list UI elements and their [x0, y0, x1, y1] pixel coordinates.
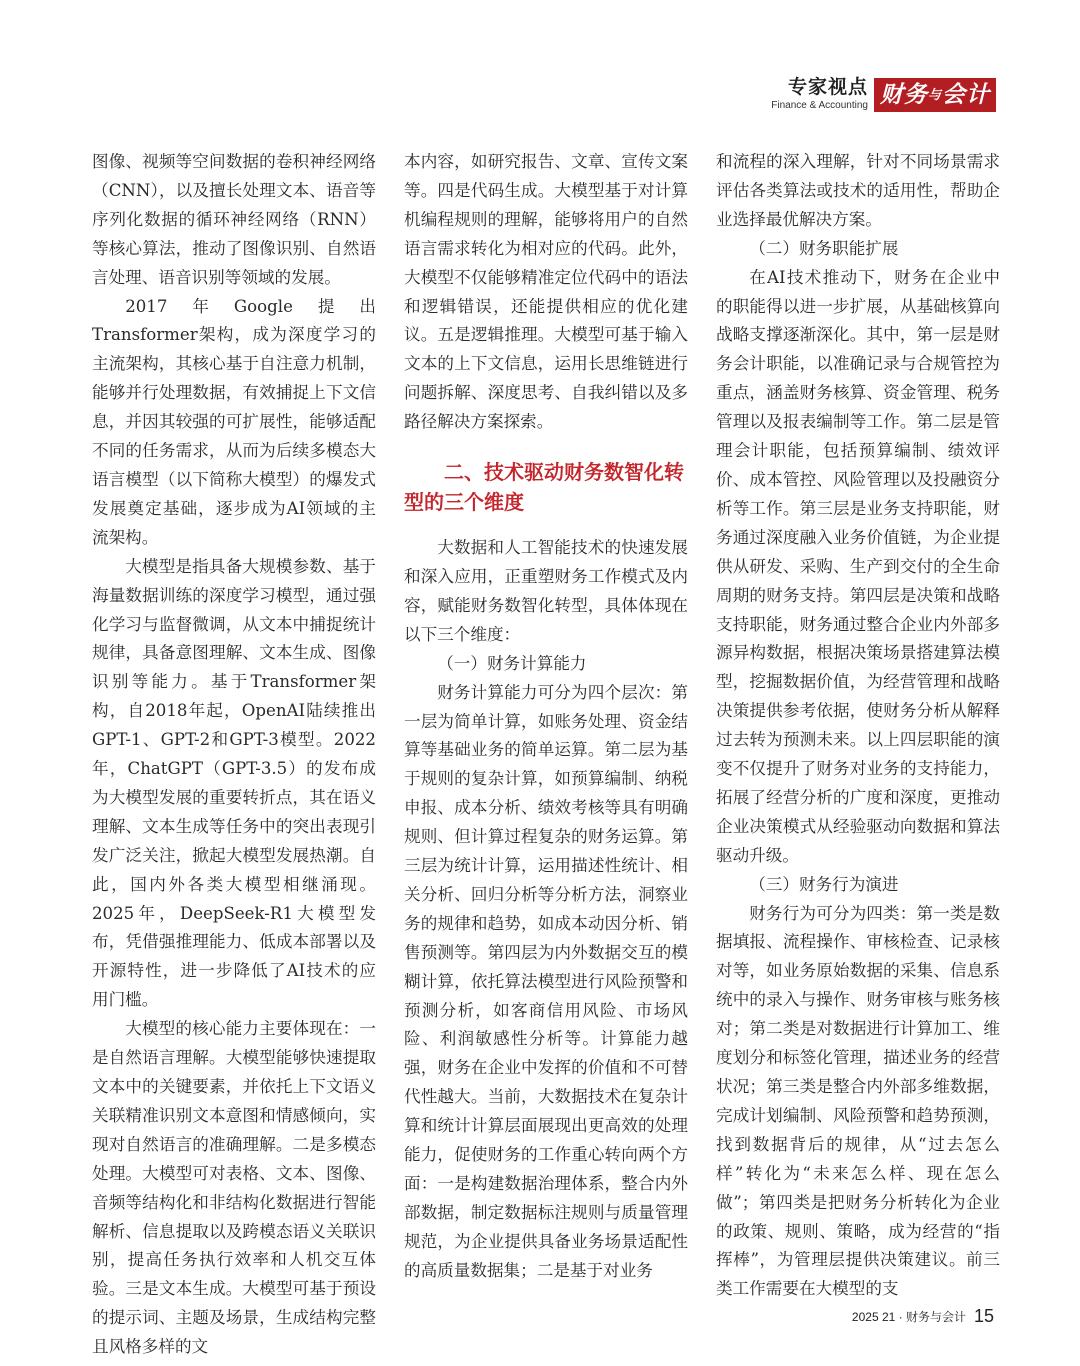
header-text: [771, 76, 868, 112]
paragraph: 在AI技术推动下，财务在企业中的职能得以进一步扩展，从基础核算向战略支撑逐渐深化。其中，第一层是财务会计职能，以准确记录与合规管控为重点，涵盖财务核算、资金管理、税务管理以及报表编制等工作。第二层是管理会计职能，包括预算编制、绩效评价、成本管控、风险管理以及投融资分析等工作。第三层是业务支持职能，财务通过深度融入业务价值链，为企业提供从研发、采购、生产到交付的全生命周期的财务支持。第四层是决策和战略支持职能，财务通过整合企业内外部多源异构数据，根据决策场景搭建算法模型，挖掘数据价值，为经营管理和战略决策提供参考依据，使财务分析从解释过去转为预测未来。以上四层职能的演变不仅提升了财务对业务的支持能力，拓展了经营分析的广度和深度，更推动企业决策模式从经验驱动向数据和算法驱动升级。: [716, 267, 1000, 865]
page-number: 15: [973, 1306, 994, 1326]
subsection-heading: （二）财务职能扩展: [749, 238, 899, 258]
paragraph: 财务计算能力可分为四个层次：第一层为简单计算，如账务处理、资金结算等基础业务的简单运算。第二层为基于规则的复杂计算，如预算编制、纳税申报、成本分析、绩效考核等具有明确规则、但计算过程复杂的财务运算。第三层为统计计算，运用描述性统计、相关分析、回归分析等分析方法，洞察业务的规律和趋势，如成本动因分析、销售预测等。第四层为内外数据交互的模糊计算，依托算法模型进行风险预警和预测分析，如客商信用风险、市场风险、利润敏感性分析等。计算能力越强，财务在企业中发挥的价值和不可替代性越大。当前，大数据技术在复杂计算和统计计算层面展现出更高效的处理能力，促使财务的工作重心转向两个方面：一是构建数据治理体系，整合内外部数据，制定数据标注规则与质量管理规范，为企业提供具备业务场景适配性的高质量数据集；二是基于对业务: [404, 682, 688, 1280]
paragraph: 2017年Google提出Transformer架构，成为深度学习的主流架构，其核心基于自注意力机制，能够并行处理数据，有效捕捉上下文信息，并因其较强的可扩展性，能够适配不同的任务需求，从而为后续多模态大语言模型（以下简称大模型）的爆发式发展奠定基础，逐步成为AI领域的主流架构。: [92, 296, 376, 547]
journal-logo: [874, 78, 996, 112]
column-3: [716, 148, 1000, 1304]
section-heading: 二、技术驱动财务数智化转型的三个维度: [404, 460, 684, 515]
page-footer: [852, 1306, 994, 1327]
paragraph: 财务行为可分为四类：第一类是数据填报、流程操作、审核检查、记录核对等，如业务原始数据的采集、信息系统中的录入与操作、财务审核与账务核对；第二类是对数据进行计算加工、维度划分和标签化管理，描述业务的经营状况；第三类是整合内外部多维数据，完成计划编制、风险预警和趋势预测，找到数据背后的规律，从“过去怎么样”转化为“未来怎么样、现在怎么做”；第四类是把财务分析转化为企业的政策、规则、策略，成为经营的“指挥棒”，为管理层提供决策建议。前三类工作需要在大模型的支: [716, 903, 1000, 1299]
column-2: [404, 148, 688, 1286]
logo-text-b: 会计: [942, 81, 990, 108]
paragraph: 大模型的核心能力主要体现在：一是自然语言理解。大模型能够快速提取文本中的关键要素，并依托上下文语义关联精准识别文本意图和情感倾向，实现对自然语言的准确理解。二是多模态处理。大模型可对表格、文本、图像、音频等结构化和非结构化数据进行智能解析、信息提取以及跨模态语义关联识别，提高任务执行效率和人机交互体验。三是文本生成。大模型可基于预设的提示词、主题及场景，生成结构完整且风格多样的文: [92, 1019, 376, 1357]
paragraph: 大模型是指具备大规模参数、基于海量数据训练的深度学习模型，通过强化学习与监督微调，从文本中捕捉统计规律，具备意图理解、文本生成、图像识别等能力。基于Transformer架构，自2018年起，OpenAI陆续推出GPT-1、GPT-2和GPT-3模型。2022年，ChatGPT（GPT-3.5）的发布成为大模型发展的重要转折点，其在语义理解、文本生成等任务中的突出表现引发广泛关注，掀起大模型发展热潮。自此，国内外各类大模型相继涌现。2025年，DeepSeek-R1大模型发布，凭借强推理能力、低成本部署以及开源特性，进一步降低了AI技术的应用门槛。: [92, 556, 376, 1010]
section-title: 专家视点: [787, 76, 868, 98]
column-1: [92, 148, 376, 1362]
paragraph: 图像、视频等空间数据的卷积神经网络（CNN），以及擅长处理文本、语音等序列化数据的循环神经网络（RNN）等核心算法，推动了图像识别、自然语言处理、语音识别等领域的发展。: [92, 152, 376, 287]
page-header: [771, 76, 996, 112]
section-subtitle: Finance & Accounting: [771, 100, 868, 111]
logo-text-mid: 与: [927, 88, 942, 103]
subsection-heading: （一）财务计算能力: [437, 653, 587, 673]
issue-info: 2025 21 · 财务与会计: [851, 1310, 966, 1324]
logo-text-a: 财务: [879, 81, 928, 108]
paragraph: 本内容，如研究报告、文章、宣传文案等。四是代码生成。大模型基于对计算机编程规则的理解，能够将用户的自然语言需求转化为相对应的代码。此外，大模型不仅能够精准定位代码中的语法和逻辑错误，还能提供相应的优化建议。五是逻辑推理。大模型可基于输入文本的上下文信息，运用长思维链进行问题拆解、深度思考、自我纠错以及多路径解决方案探索。: [404, 152, 688, 432]
paragraph: 大数据和人工智能技术的快速发展和深入应用，正重塑财务工作模式及内容，赋能财务数智化转型，具体体现在以下三个维度：: [404, 538, 688, 644]
subsection-heading: （三）财务行为演进: [749, 874, 899, 894]
paragraph: 和流程的深入理解，针对不同场景需求评估各类算法或技术的适用性，帮助企业选择最优解决方案。: [716, 152, 1000, 229]
